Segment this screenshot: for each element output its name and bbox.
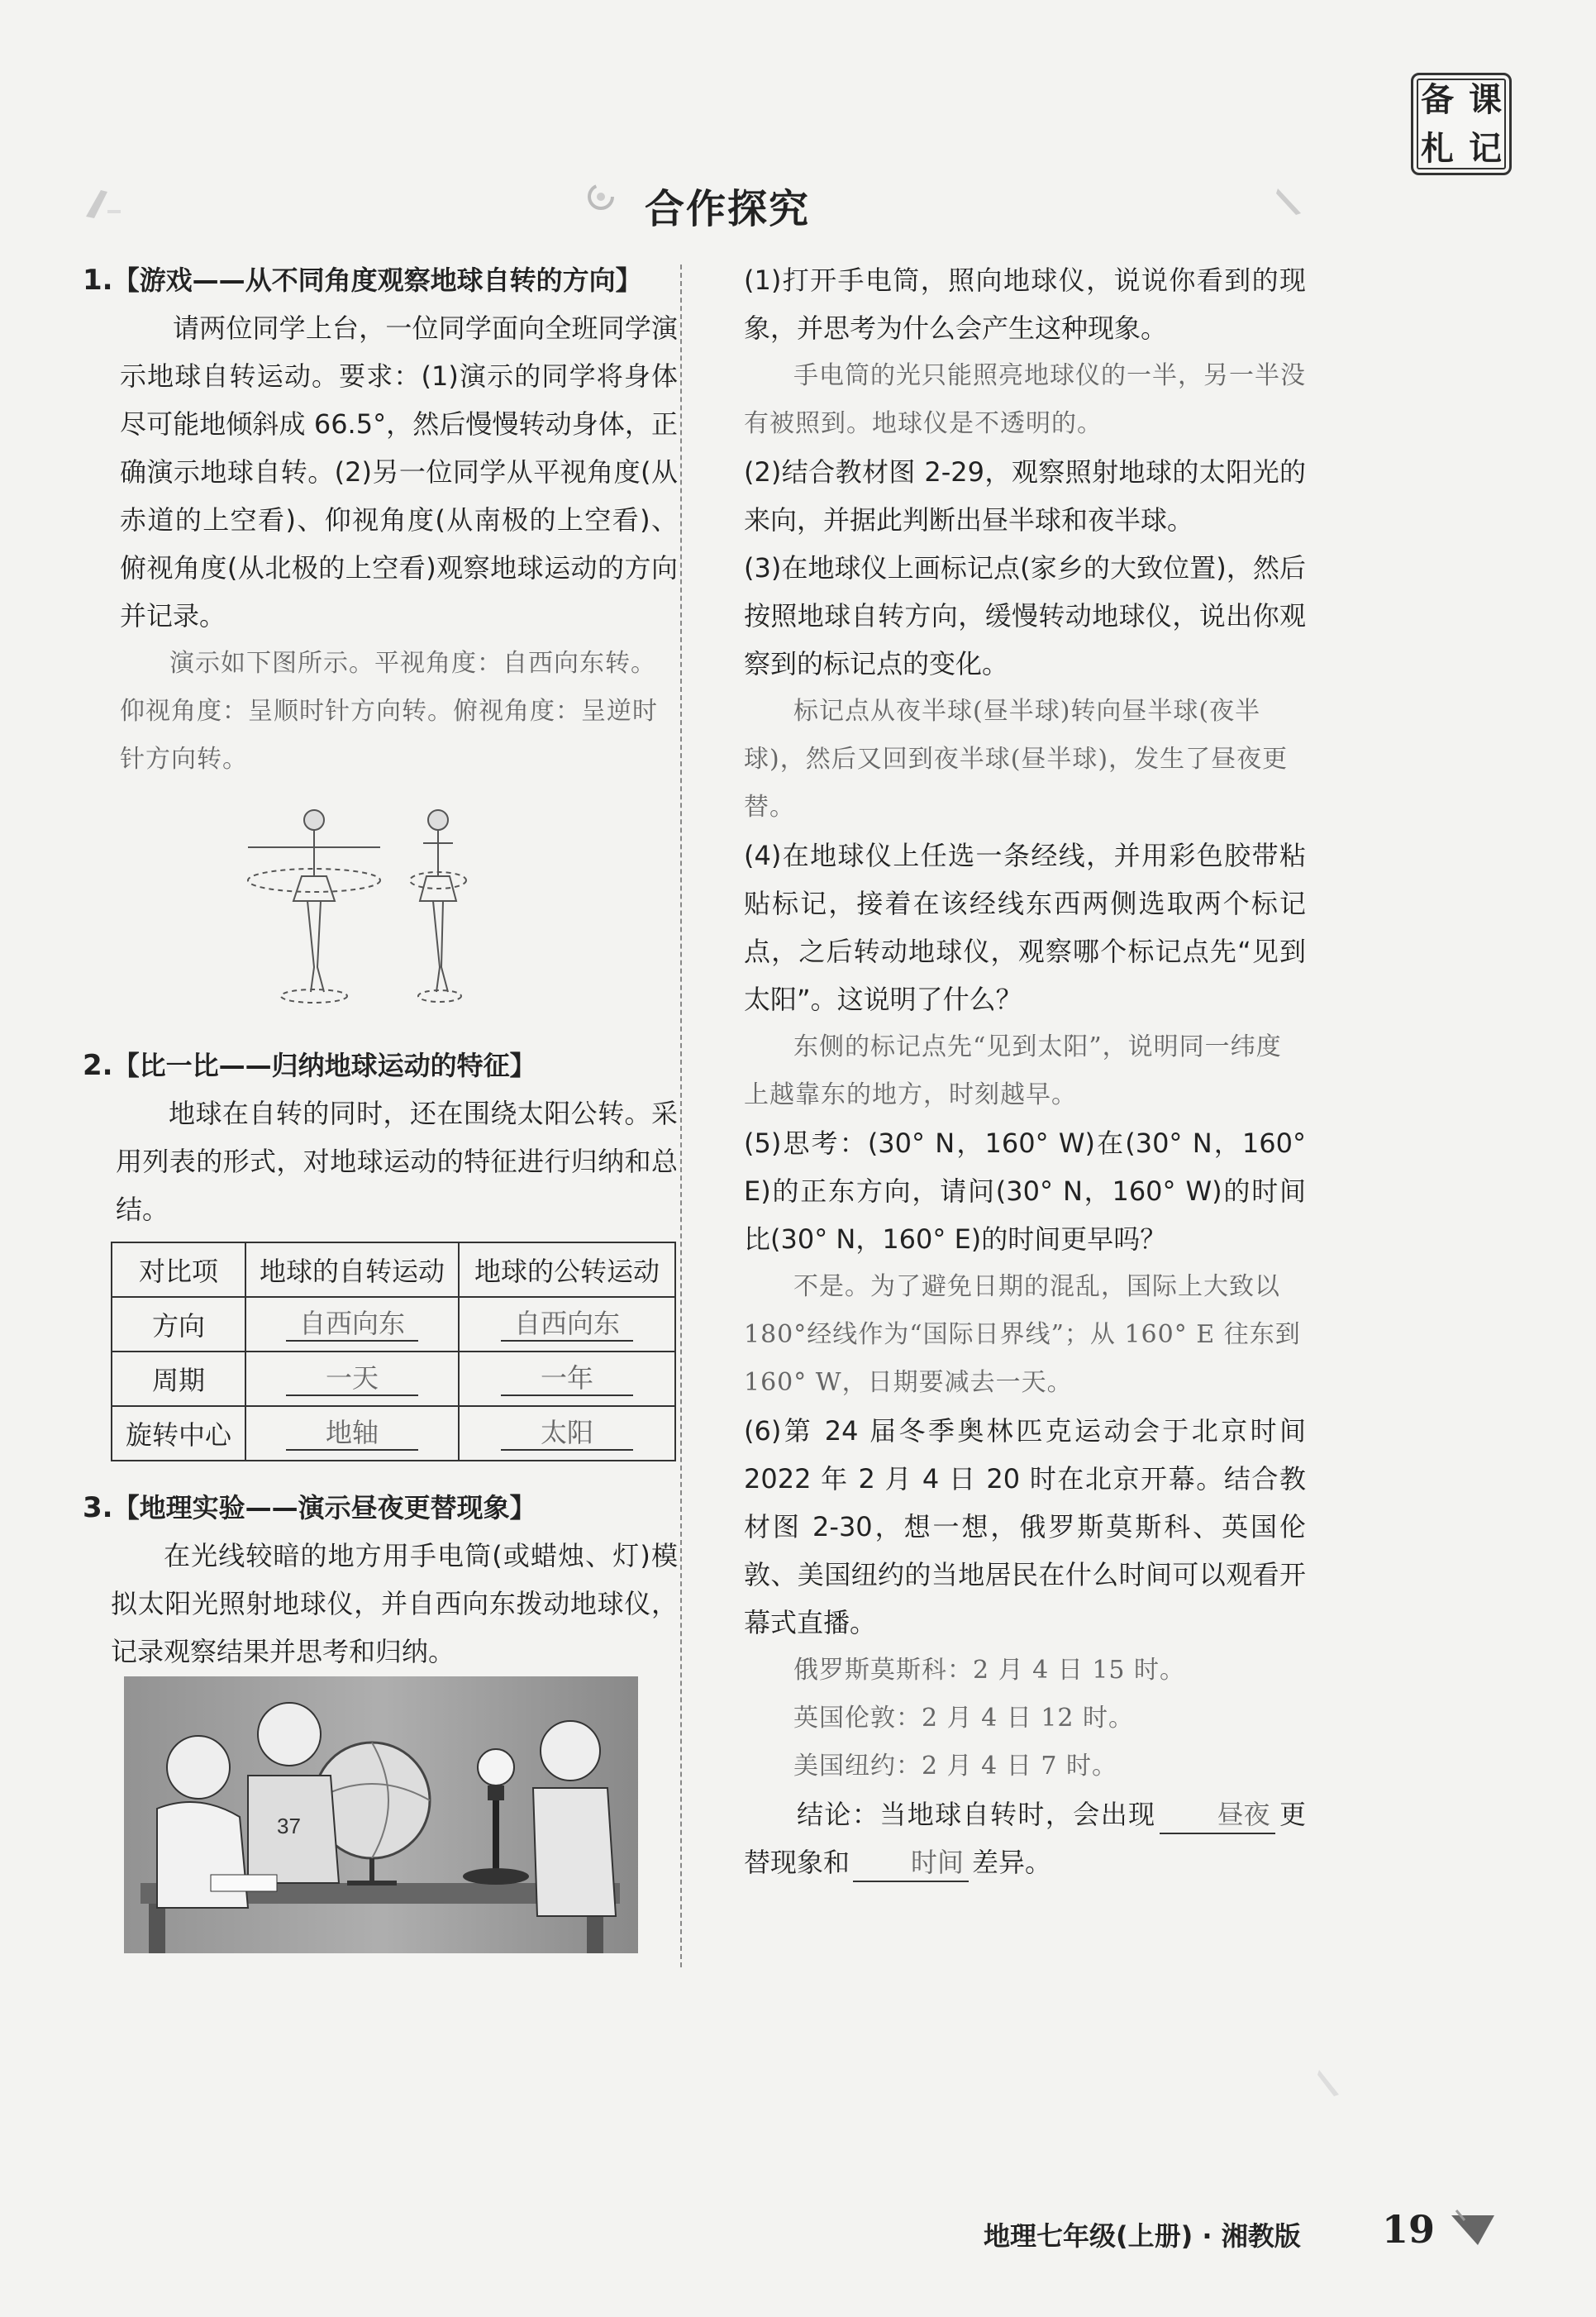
book-title: 地理七年级(上册) · 湘教版 <box>984 2220 1301 2252</box>
section-header <box>0 174 1596 231</box>
earth-motion-table <box>111 1242 676 1461</box>
question-number: 2. <box>83 1049 113 1082</box>
row-label: 旋转中心 <box>112 1406 245 1461</box>
corner-arrow-icon <box>1448 2209 1498 2248</box>
step-6: (6)第 24 届冬季奥林匹克运动会于北京时间 2022 年 2 月 4 日 20 时在北京开幕。结合教材图 2-30，想一想，俄罗斯莫斯科、英国伦敦、美国纽约的当地居民在什么时间可以观看开幕式直播。 <box>744 1415 1306 1638</box>
stamp-char: 记 <box>1469 129 1502 168</box>
stamp-char: 札 <box>1421 129 1454 168</box>
brush-stroke-icon <box>1314 2067 1347 2100</box>
question-1-heading <box>83 256 678 304</box>
question-number: 3. <box>83 1491 113 1524</box>
step-2: (2)结合教材图 2-29，观察照射地球的太阳光的来向，并据此判断出昼半球和夜半球。 <box>744 456 1306 536</box>
page-number: 19 <box>1382 2207 1436 2252</box>
answer-blank: 地轴 <box>286 1416 418 1451</box>
table-row <box>112 1297 675 1352</box>
answer-blank: 太阳 <box>501 1416 633 1451</box>
conclusion-text: 结论：当地球自转时，会出现 <box>797 1799 1156 1830</box>
step-1-answer: 手电筒的光只能照亮地球仪的一半，另一半没有被照到。地球仪是不透明的。 <box>744 361 1306 438</box>
notes-stamp <box>1411 73 1512 175</box>
answer-blank: 自西向东 <box>501 1307 633 1342</box>
question-title: 【比一比——归纳地球运动的特征】 <box>112 1050 536 1081</box>
step-4: (4)在地球仪上任选一条经线，并用彩色胶带粘贴标记，接着在该经线东西两侧选取两个标记点，之后转动地球仪，观察哪个标记点先“见到太阳”。这说明了什么？ <box>744 840 1306 1015</box>
answer-blank: 昼夜 <box>1160 1796 1275 1834</box>
table-row <box>112 1352 675 1406</box>
question-number: 1. <box>83 264 113 297</box>
step-5-answer: 不是。为了避免日期的混乱，国际上大致以 180°经线作为“国际日界线”；从 160° E 往东到 160° W，日期要减去一天。 <box>744 1272 1301 1397</box>
brush-stroke-icon <box>1273 185 1306 218</box>
question-1-body: 请两位同学上台，一位同学面向全班同学演示地球自转运动。要求：(1)演示的同学将身体尽可能地倾斜成 66.5°，然后慢慢转动身体，正确演示地球自转。(2)另一位同学从平视角度(从赤道的上空看)、仰视角度(从南极的上空看)、俯视角度(从北极的上空看)观察地球运动的方向并记录。 <box>120 312 678 632</box>
question-1-answer: 演示如下图所示。平视角度：自西向东转。仰视角度：呈顺时针方向转。俯视角度：呈逆时针方向转。 <box>120 649 658 774</box>
row-label: 方向 <box>112 1297 245 1352</box>
step-6-answer-moscow: 俄罗斯莫斯科：2 月 4 日 15 时。 <box>793 1656 1186 1685</box>
question-3-heading <box>83 1484 678 1532</box>
step-3-answer: 标记点从夜半球(昼半球)转向昼半球(夜半球)，然后又回到夜半球(昼半球)，发生了昼夜更替。 <box>744 697 1289 822</box>
conclusion-text: 更替现象和 <box>744 1799 1306 1878</box>
jersey-number: 37 <box>277 1814 301 1838</box>
column-divider <box>680 265 682 1967</box>
brush-stroke-icon <box>83 187 131 220</box>
magnifier-icon <box>583 179 619 215</box>
day-night-experiment-illustration <box>124 1676 638 1953</box>
table-header: 对比项 <box>112 1242 245 1297</box>
rotation-demo-illustration <box>231 802 512 1008</box>
table-header: 地球的公转运动 <box>459 1242 675 1297</box>
conclusion-text: 差异。 <box>972 1847 1052 1878</box>
step-4-answer: 东侧的标记点先“见到太阳”，说明同一纬度上越靠东的地方，时刻越早。 <box>744 1032 1282 1109</box>
question-2-body: 地球在自转的同时，还在围绕太阳公转。采用列表的形式，对地球运动的特征进行归纳和总结。 <box>116 1098 678 1225</box>
question-title: 【游戏——从不同角度观察地球自转的方向】 <box>112 265 642 296</box>
answer-blank: 时间 <box>853 1844 969 1882</box>
table-header-row <box>112 1242 675 1297</box>
answer-blank: 自西向东 <box>286 1307 418 1342</box>
step-5: (5)思考：(30° N，160° W)在(30° N，160° E)的正东方向，请问(30° N，160° W)的时间比(30° N，160° E)的时间更早吗？ <box>744 1128 1306 1255</box>
table-header: 地球的自转运动 <box>245 1242 459 1297</box>
question-3-body: 在光线较暗的地方用手电筒(或蜡烛、灯)模拟太阳光照射地球仪，并自西向东拨动地球仪，记录观察结果并思考和归纳。 <box>111 1540 678 1667</box>
conclusion <box>744 1790 1306 1886</box>
table-row <box>112 1406 675 1461</box>
answer-blank: 一天 <box>286 1361 418 1396</box>
answer-blank: 一年 <box>501 1361 633 1396</box>
step-1: (1)打开手电筒，照向地球仪，说说你看到的现象，并思考为什么会产生这种现象。 <box>744 265 1306 344</box>
stamp-char: 课 <box>1469 80 1502 119</box>
page-title: 合作探究 <box>645 186 811 232</box>
stamp-char: 备 <box>1421 80 1454 119</box>
right-column <box>744 256 1306 1886</box>
step-6-answer-newyork: 美国纽约：2 月 4 日 7 时。 <box>793 1752 1117 1781</box>
step-6-answer-london: 英国伦敦：2 月 4 日 12 时。 <box>793 1704 1135 1733</box>
question-title: 【地理实验——演示昼夜更替现象】 <box>112 1492 536 1523</box>
step-3: (3)在地球仪上画标记点(家乡的大致位置)，然后按照地球自转方向，缓慢转动地球仪，说出你观察到的标记点的变化。 <box>744 552 1306 679</box>
row-label: 周期 <box>112 1352 245 1406</box>
left-column <box>83 256 678 1838</box>
question-2-heading <box>83 1042 678 1089</box>
